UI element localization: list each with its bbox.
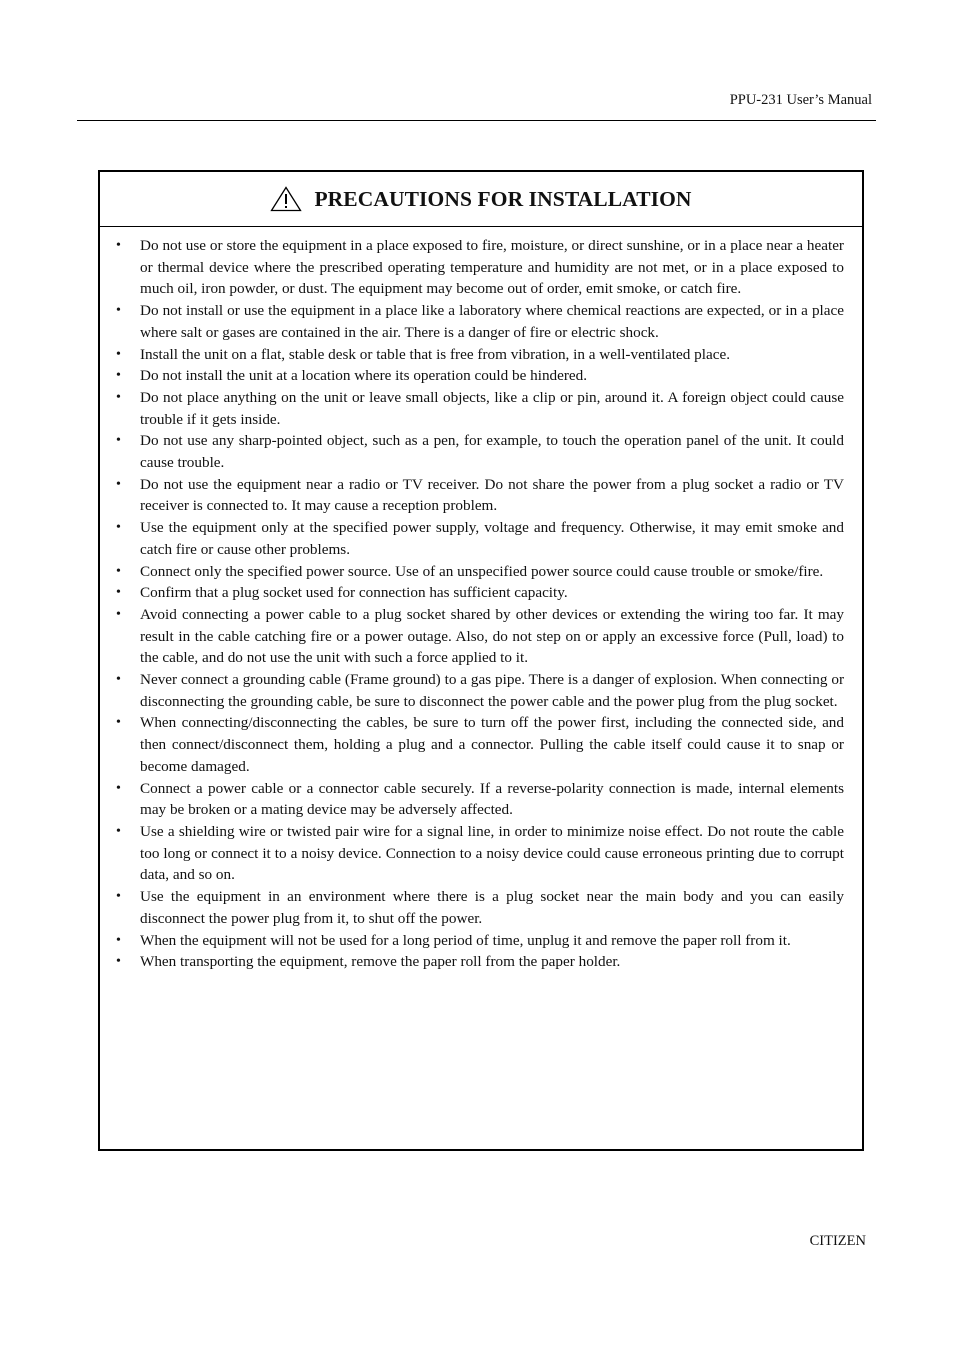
list-item: [116, 669, 844, 712]
list-item: [116, 430, 844, 473]
bullet-icon: •: [116, 433, 121, 449]
list-item-text: Do not install or use the equipment in a place like a laboratory where chemical reactions are expected, or in a place where salt or gases are contained in the air. There is a danger of fire or electric shock.: [140, 302, 844, 341]
list-item: [116, 778, 844, 821]
list-item: [116, 930, 844, 952]
bullet-icon: •: [116, 715, 121, 731]
list-item: [116, 886, 844, 929]
bullet-icon: •: [116, 889, 121, 905]
list-item: [116, 235, 844, 300]
list-item-text: When connecting/disconnecting the cables, be sure to turn off the power first, including the connected side, and then connect/disconnect them, holding a plug and a connector. Pulling the cable itself could cause it to snap or become damaged.: [140, 714, 844, 775]
list-item-text: Use the equipment in an environment where there is a plug socket near the main body and you can easily disconnect the power plug from it, to shut off the power.: [140, 888, 844, 927]
bullet-icon: •: [116, 476, 121, 492]
bullet-icon: •: [116, 932, 121, 948]
bullet-icon: •: [116, 520, 121, 536]
section-title: PRECAUTIONS FOR INSTALLATION: [314, 186, 692, 211]
bullet-icon: •: [116, 368, 121, 384]
bullet-icon: •: [116, 672, 121, 688]
box-title-bar: [100, 172, 862, 227]
list-item: [116, 821, 844, 886]
list-item: [116, 561, 844, 583]
list-item-text: Confirm that a plug socket used for connection has sufficient capacity.: [140, 584, 568, 602]
footer-brand: CITIZEN: [809, 1233, 866, 1249]
list-item-text: Connect only the specified power source. Use of an unspecified power source could cause trouble or smoke/fire.: [140, 562, 824, 580]
list-item-text: Do not use the equipment near a radio or TV receiver. Do not share the power from a plug socket a radio or TV receiver is connected to. It may cause a reception problem.: [140, 475, 844, 515]
list-item: [116, 517, 844, 560]
bullet-icon: •: [116, 563, 121, 579]
list-item-text: Connect a power cable or a connector cable securely. If a reverse-polarity connection is made, internal elements may be broken or a mating device may be adversely affected.: [140, 779, 844, 819]
bullet-icon: •: [116, 823, 121, 839]
precautions-list: [100, 227, 862, 973]
bullet-icon: •: [116, 389, 121, 405]
bullet-icon: •: [116, 606, 121, 622]
list-item-text: When the equipment will not be used for a long period of time, unplug it and remove the paper roll from it.: [140, 931, 791, 949]
list-item-text: Install the unit on a flat, stable desk or table that is free from vibration, in a well-ventilated place.: [140, 345, 731, 363]
list-item-text: Avoid connecting a power cable to a plug socket shared by other devices or extending the wiring too far. It may result in the cable catching fire or a power outage. Also, do not step on or apply an excessive force (Pull, load) to the cable, and do not use the unit with such a force applied to it.: [140, 605, 844, 667]
list-item-text: Never connect a grounding cable (Frame ground) to a gas pipe. There is a danger of explosion. When connecting or disconnecting the grounding cable, be sure to disconnect the power cable and the power plug from the plug socket.: [140, 671, 844, 710]
list-item: [116, 582, 844, 604]
list-item-text: Do not use any sharp-pointed object, such as a pen, for example, to touch the operation panel of the unit. It could cause trouble.: [140, 432, 844, 472]
list-item: [116, 474, 844, 517]
list-item: [116, 604, 844, 669]
list-item-text: Do not place anything on the unit or leave small objects, like a clip or pin, around it. A foreign object could cause trouble if it gets inside.: [140, 388, 844, 428]
manual-title: PPU-231 User’s Manual: [729, 92, 872, 108]
bullet-icon: •: [116, 346, 121, 362]
bullet-icon: •: [116, 303, 121, 319]
list-item: [116, 387, 844, 430]
precautions-box: [98, 170, 864, 1151]
list-item: [116, 365, 844, 387]
bullet-icon: •: [116, 780, 121, 796]
bullet-icon: •: [116, 585, 121, 601]
bullet-icon: •: [116, 954, 121, 970]
list-item-text: Use the equipment only at the specified power supply, voltage and frequency. Otherwise, it may emit smoke and catch fire or cause other problems.: [140, 519, 844, 558]
list-item-text: Use a shielding wire or twisted pair wire for a signal line, in order to minimize noise effect. Do not route the cable too long or connect it to a noisy device. Connection to a noisy device could cause erroneous printing due to corrupt data, and so on.: [140, 822, 844, 884]
list-item-text: When transporting the equipment, remove the paper roll from the paper holder.: [140, 953, 621, 971]
list-item: [116, 712, 844, 777]
bullet-icon: •: [116, 238, 121, 253]
list-item-text: Do not use or store the equipment in a place exposed to fire, moisture, or direct sunshine, or in a place near a heater or thermal device where the prescribed operating temperature and humidity are not met, or in a place exposed to much oil, iron powder, or dust. The equipment may become out of order, emit smoke, or catch fire.: [140, 237, 844, 298]
header-divider: [77, 120, 876, 121]
list-item: [116, 300, 844, 343]
list-item-text: Do not install the unit at a location where its operation could be hindered.: [140, 367, 588, 385]
warning-triangle-icon: [270, 186, 302, 212]
list-item: [116, 344, 844, 366]
list-item: [116, 951, 844, 973]
